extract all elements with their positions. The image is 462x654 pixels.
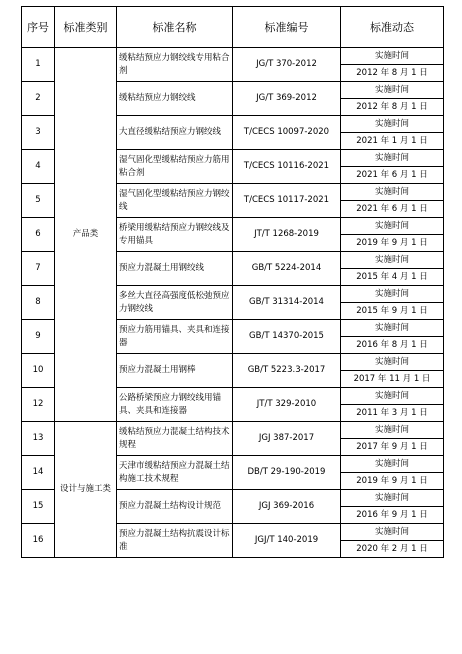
standard-name: 缓粘结预应力钢绞线: [117, 82, 233, 116]
dynamic-label: 实施时间: [341, 422, 444, 439]
implementation-date: 2017 年 9 月 1 日: [341, 439, 444, 456]
header-code: 标准编号: [233, 7, 341, 48]
implementation-date: 2011 年 3 月 1 日: [341, 405, 444, 422]
header-dynamic: 标准动态: [341, 7, 444, 48]
standard-name: 多丝大直径高强度低松弛预应力钢绞线: [117, 286, 233, 320]
standards-document: [21, 6, 444, 558]
standard-code: JG/T 370-2012: [233, 48, 341, 82]
standard-code: GB/T 14370-2015: [233, 320, 341, 354]
standard-code: JT/T 329-2010: [233, 388, 341, 422]
standard-code: JT/T 1268-2019: [233, 218, 341, 252]
standard-code: GB/T 5224-2014: [233, 252, 341, 286]
implementation-date: 2012 年 8 月 1 日: [341, 65, 444, 82]
row-number: 14: [22, 456, 55, 490]
row-number: 15: [22, 490, 55, 524]
row-number: 8: [22, 286, 55, 320]
standard-name: 预应力混凝土结构设计规范: [117, 490, 233, 524]
standard-name: 湿气固化型缓粘结预应力筋用粘合剂: [117, 150, 233, 184]
standard-name: 公路桥梁预应力钢绞线用锚具、夹具和连接器: [117, 388, 233, 422]
dynamic-label: 实施时间: [341, 184, 444, 201]
row-number: 16: [22, 524, 55, 558]
implementation-date: 2017 年 11 月 1 日: [341, 371, 444, 388]
standard-code: T/CECS 10116-2021: [233, 150, 341, 184]
dynamic-label: 实施时间: [341, 286, 444, 303]
implementation-date: 2015 年 9 月 1 日: [341, 303, 444, 320]
standard-code: JGJ 387-2017: [233, 422, 341, 456]
standard-name: 天津市缓粘结预应力混凝土结构施工技术规程: [117, 456, 233, 490]
row-number: 9: [22, 320, 55, 354]
row-number: 6: [22, 218, 55, 252]
row-number: 7: [22, 252, 55, 286]
header-name: 标准名称: [117, 7, 233, 48]
dynamic-label: 实施时间: [341, 116, 444, 133]
standard-name: 湿气固化型缓粘结预应力钢绞线: [117, 184, 233, 218]
standard-code: JGJ/T 140-2019: [233, 524, 341, 558]
category-product: 产品类: [55, 48, 117, 422]
implementation-date: 2021 年 1 月 1 日: [341, 133, 444, 150]
standards-table: [21, 6, 444, 558]
row-number: 13: [22, 422, 55, 456]
standard-name: 预应力混凝土结构抗震设计标准: [117, 524, 233, 558]
standard-code: GB/T 5223.3-2017: [233, 354, 341, 388]
implementation-date: 2019 年 9 月 1 日: [341, 235, 444, 252]
standard-name: 预应力筋用锚具、夹具和连接器: [117, 320, 233, 354]
implementation-date: 2015 年 4 月 1 日: [341, 269, 444, 286]
header-no: 序号: [22, 7, 55, 48]
dynamic-label: 实施时间: [341, 456, 444, 473]
implementation-date: 2021 年 6 月 1 日: [341, 167, 444, 184]
dynamic-label: 实施时间: [341, 490, 444, 507]
standard-code: T/CECS 10117-2021: [233, 184, 341, 218]
standard-name: 预应力混凝土用钢绞线: [117, 252, 233, 286]
row-number: 3: [22, 116, 55, 150]
header-category: 标准类别: [55, 7, 117, 48]
implementation-date: 2012 年 8 月 1 日: [341, 99, 444, 116]
dynamic-label: 实施时间: [341, 150, 444, 167]
table-row: [22, 422, 444, 439]
table-row: [22, 48, 444, 65]
row-number: 5: [22, 184, 55, 218]
dynamic-label: 实施时间: [341, 524, 444, 541]
row-number: 1: [22, 48, 55, 82]
standard-name: 大直径缓粘结预应力钢绞线: [117, 116, 233, 150]
header-row: [22, 7, 444, 48]
dynamic-label: 实施时间: [341, 48, 444, 65]
dynamic-label: 实施时间: [341, 388, 444, 405]
implementation-date: 2020 年 2 月 1 日: [341, 541, 444, 558]
row-number: 10: [22, 354, 55, 388]
implementation-date: 2019 年 9 月 1 日: [341, 473, 444, 490]
dynamic-label: 实施时间: [341, 354, 444, 371]
dynamic-label: 实施时间: [341, 82, 444, 99]
standard-code: GB/T 31314-2014: [233, 286, 341, 320]
dynamic-label: 实施时间: [341, 218, 444, 235]
implementation-date: 2016 年 8 月 1 日: [341, 337, 444, 354]
standard-code: JG/T 369-2012: [233, 82, 341, 116]
implementation-date: 2016 年 9 月 1 日: [341, 507, 444, 524]
row-number: 12: [22, 388, 55, 422]
row-number: 2: [22, 82, 55, 116]
implementation-date: 2021 年 6 月 1 日: [341, 201, 444, 218]
standard-code: JGJ 369-2016: [233, 490, 341, 524]
row-number: 4: [22, 150, 55, 184]
dynamic-label: 实施时间: [341, 320, 444, 337]
standard-name: 缓粘结预应力钢绞线专用粘合剂: [117, 48, 233, 82]
standard-name: 预应力混凝土用钢棒: [117, 354, 233, 388]
standard-code: T/CECS 10097-2020: [233, 116, 341, 150]
standard-name: 桥梁用缓粘结预应力钢绞线及专用锚具: [117, 218, 233, 252]
standard-name: 缓粘结预应力混凝土结构技术规程: [117, 422, 233, 456]
category-design-construction: 设计与施工类: [55, 422, 117, 558]
dynamic-label: 实施时间: [341, 252, 444, 269]
standard-code: DB/T 29-190-2019: [233, 456, 341, 490]
